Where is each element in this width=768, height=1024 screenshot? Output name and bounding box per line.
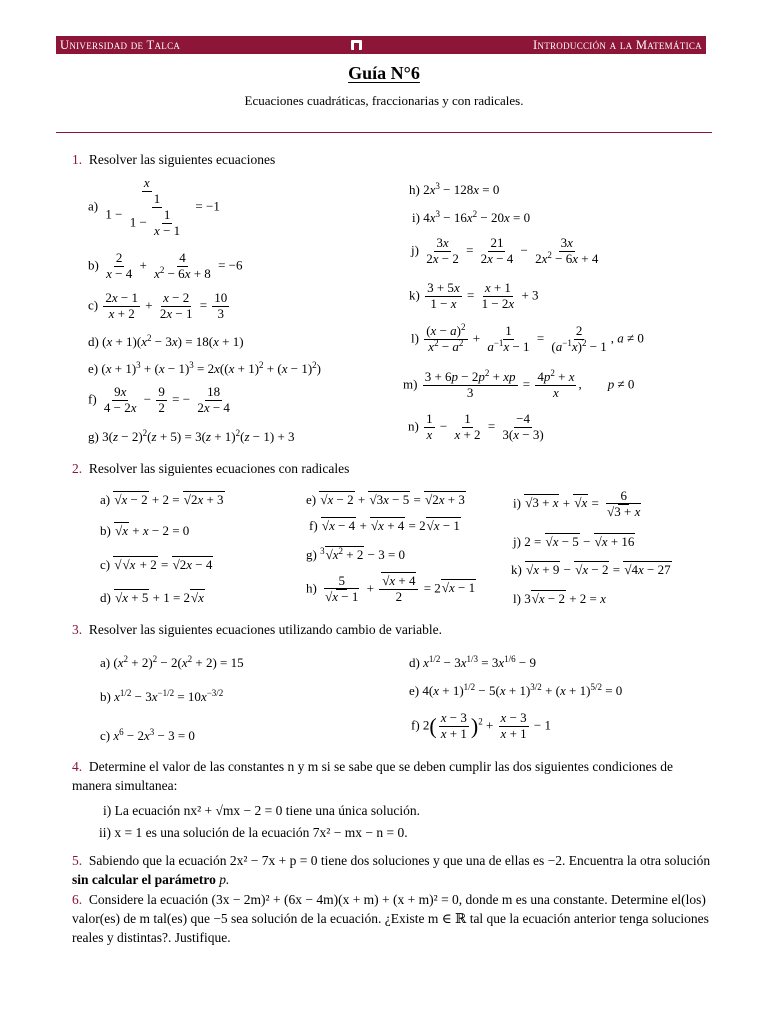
q4-item-2: ii) x = 1 es una solución de la ecuación 7x² − mx − n = 0.	[99, 825, 408, 840]
q3-d: d) $x^{1/2} - 3x^{1/3} = 3x^{1/6} - 9$	[409, 654, 537, 670]
q2-a: a) √ x − 2 + 2 = √ 2x + 3	[100, 493, 225, 506]
q2-d: d) √ x + 5 + 1 = 2√ x	[100, 591, 205, 604]
q2-b: b) √ x + x − 2 = 0	[100, 524, 189, 537]
q2-h: h) 5 √ x − 1 + √ $\frac{x + 4}{2}$ = 2√ x − 1	[306, 574, 476, 605]
q2-j: j) 2 = √ x − 5 − √ x + 16	[513, 535, 635, 548]
q1-n: n) $\frac{1}{x}$ − $\frac{1}{x + 2}$ = $\frac{-4}{3(x - 3)}$	[408, 411, 544, 442]
q4-item-1: i) La ecuación nx² + √mx − 2 = 0 tiene una única solución.	[103, 803, 420, 818]
q1-m: m) $\frac{3 + 6p - 2p^2 + xp}{3}$ = $\frac{4p^2 + x}{x}$ , p ≠ 0	[403, 368, 635, 400]
q1-i: i) $4x^3 - 16x^2 - 20x = 0$	[412, 209, 531, 225]
q1-b: b) $\frac{2}{x - 4}$ + $\frac{4}{x^2 - 6x + 8}$ = −6	[88, 250, 243, 281]
q2-g: g) $^3$√ $x^2 + 2 - 3 = 0$	[306, 548, 405, 561]
q3-a: a) $(x^2 + 2)^2 - 2(x^2 + 2) = 15$	[100, 654, 244, 670]
q1-heading: 1. Resolver las siguientes ecuaciones	[72, 152, 276, 167]
divider	[56, 132, 712, 133]
header-university: Universidad de Talca	[60, 37, 181, 52]
q1-h: h) $2x^3 - 128x = 0$	[409, 181, 500, 197]
q1-g: g) $3(z - 2)^2(z + 5) = 3(z + 1)^2(z - 1) + 3$	[88, 428, 295, 444]
q1-e: e) $(x + 1)^3 + (x - 1)^3 = 2x((x + 1)^2 + (x - 1)^2)$	[88, 360, 321, 376]
page-title: Guía N°6	[348, 63, 420, 83]
q2-i: i) √ 3 + x + √ x = 6 √ 3 + x	[513, 489, 645, 520]
q6-text: 6. Considere la ecuación (3x − 2m)² + (6x − 4m)(x + m) + (x + m)² = 0, donde m es una constante. Determine el(los) valor(es) de m tal(es) que −5 sea solución de la ecuación. ¿Existe m ∈ ℝ tal que la ecuación anterior tenga soluciones reales y distintas?. Justifique.	[72, 892, 709, 945]
q1-j: j) $\frac{3x}{2x - 2}$ = $\frac{21}{2x - 4}$ − $\frac{3x}{2x^2 - 6x + 4}$	[411, 235, 599, 266]
q3-c: c) $x^6 - 2x^3 - 3 = 0$	[100, 727, 195, 743]
q1-c: c) $\frac{2x - 1}{x + 2}$ + $\frac{x - 2}{2x - 1}$ = $\frac{10}{3}$	[88, 290, 228, 321]
q3-f: f) 2( $\frac{x - 3}{x + 1}$ )$^2$ + $\frac{x - 3}{x + 1}$ − 1	[411, 710, 552, 741]
q3-heading: 3. Resolver las siguientes ecuaciones utilizando cambio de variable.	[72, 622, 443, 637]
q4-text: 4. Determine el valor de las constantes n y m si se sabe que se deben cumplir las dos siguientes condiciones de manera simultanea:	[72, 759, 673, 793]
q1-a: a) x 1 − 1 1 − $\frac{1}{x - 1}$ = −1	[88, 175, 220, 238]
q3-e: e) $4(x + 1)^{1/2} - 5(x + 1)^{3/2} + (x + 1)^{5/2} = 0$	[409, 682, 623, 698]
q1-f: f) $\frac{9x}{4 - 2x}$ − $\frac{9}{2}$ = − $\frac{18}{2x - 4}$	[88, 384, 230, 415]
header-bar	[56, 36, 706, 54]
header-course: Introducción a la Matemática	[532, 37, 702, 52]
q2-heading: 2. Resolver las siguientes ecuaciones con radicales	[72, 461, 350, 476]
q1-l: l) $\frac{(x - a)^2}{x^2 - a^2}$ + $\frac{1}{a^{-1}x - 1}$ = $\frac{2}{(a^{-1}x)^2 - 1}$ , a ≠ 0	[411, 322, 644, 354]
q2-l: l) 3√ x − 2 + 2 = x	[513, 592, 606, 605]
q1-d: d) $(x + 1)(x^2 - 3x) = 18(x + 1)$	[88, 333, 244, 349]
q2-c: c) √ √ x + 2 = √ 2x − 4	[100, 558, 213, 571]
page-subtitle: Ecuaciones cuadráticas, fraccionarias y con radicales.	[244, 93, 524, 108]
q5-text: 5. Sabiendo que la ecuación 2x² − 7x + p = 0 tiene dos soluciones y que una de ellas es −2. Encuentra la otra solución sin calcular el parámetro p.	[72, 853, 711, 887]
q2-f: f) √ x − 4 + √ x + 4 = 2√ x − 1	[309, 519, 461, 532]
q2-k: k) √ x + 9 − √ x − 2 = √ 4x − 27	[511, 563, 672, 576]
q2-e: e) √ x − 2 + √ 3x − 5 = √ 2x + 3	[306, 493, 466, 506]
q3-b: b) $x^{1/2} - 3x^{-1/2} = 10x^{-3/2}$	[100, 688, 224, 704]
q1-k: k) $\frac{3 + 5x}{1 - x}$ = $\frac{x + 1}{1 - 2x}$ + 3	[409, 280, 539, 311]
university-logo-icon	[351, 40, 362, 50]
